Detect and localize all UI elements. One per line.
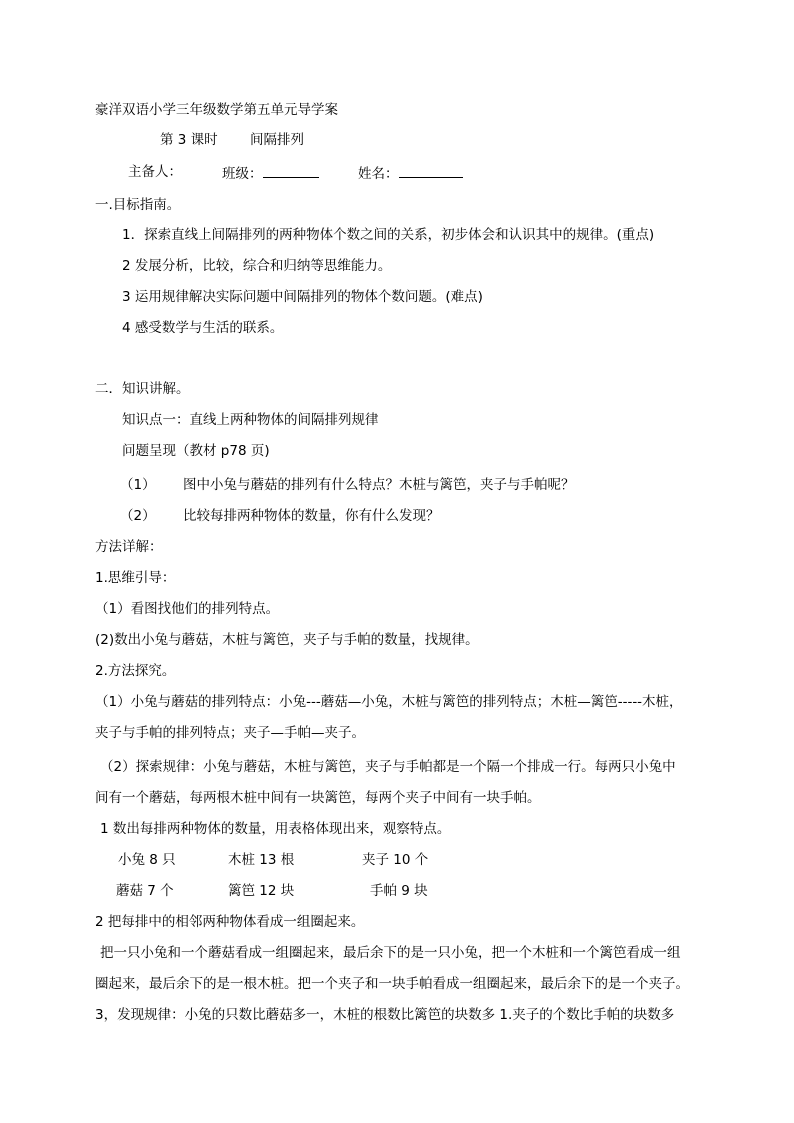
goal-item-1: 1．探索直线上间隔排列的两种物体个数之间的关系，初步体会和认识其中的规律。(重点) xyxy=(122,227,655,243)
section2-heading: 二．知识讲解。 xyxy=(95,381,190,397)
goal-item-4: 4 感受数学与生活的联系。 xyxy=(122,320,284,336)
goal-item-3: 3 运用规律解决实际问题中间隔排列的物体个数问题。(难点) xyxy=(122,289,483,305)
method-heading: 方法详解： xyxy=(95,539,163,555)
count-hanky: 手帕 9 块 xyxy=(370,883,428,899)
count-clip: 夹子 10 个 xyxy=(362,852,429,868)
step-1b: (2)数出小兔与蘑菇，木桩与篱笆，夹子与手帕的数量，找规律。 xyxy=(95,632,479,648)
question-1: 图中小兔与蘑菇的排列有什么特点？木桩与篱笆，夹子与手帕呢？ xyxy=(183,477,575,493)
question-2: 比较每排两种物体的数量，你有什么发现？ xyxy=(183,508,440,524)
step-2-heading: 2.方法探究。 xyxy=(95,663,176,679)
question-2-number: （2） xyxy=(120,508,156,524)
count-stake: 木桩 13 根 xyxy=(228,852,295,868)
class-blank[interactable] xyxy=(263,162,319,178)
name-label-text: 姓名： xyxy=(358,166,399,182)
count-fence: 篱笆 12 块 xyxy=(228,883,295,899)
document-title: 豪洋双语小学三年级数学第五单元导学案 xyxy=(95,102,338,118)
step-1-heading: 1.思维引导： xyxy=(95,570,176,586)
section1-heading: 一.目标指南。 xyxy=(95,197,181,213)
name-label xyxy=(358,162,463,184)
step-2b-line-1: （2）探索规律：小兔与蘑菇，木桩与篱笆，夹子与手帕都是一个隔一个排成一行。每两只小兔中 xyxy=(100,759,676,775)
count-rabbit: 小兔 8 只 xyxy=(118,852,176,868)
step-2a-line-2: 夹子与手帕的排列特点；夹子—手帕—夹子。 xyxy=(95,725,365,741)
name-blank[interactable] xyxy=(399,162,463,178)
class-label xyxy=(222,162,319,184)
step-2d-line-1: 把一只小兔和一个蘑菇看成一组圈起来，最后余下的是一只小兔，把一个木桩和一个篱笆看成一组 xyxy=(100,945,681,961)
step-2c: 1 数出每排两种物体的数量，用表格体现出来，观察特点。 xyxy=(100,821,451,837)
step-2d: 2 把每排中的相邻两种物体看成一组圈起来。 xyxy=(95,914,365,930)
step-2d-line-2: 圈起来，最后余下的是一根木桩。把一个夹子和一块手帕看成一组圈起来，最后余下的是一个夹子。 xyxy=(95,976,689,992)
lesson-topic: 间隔排列 xyxy=(250,132,304,148)
goal-item-2: 2 发展分析，比较，综合和归纳等思维能力。 xyxy=(122,258,392,274)
step-1a: （1）看图找他们的排列特点。 xyxy=(95,601,280,617)
preparer-label: 主备人： xyxy=(128,164,182,180)
class-label-text: 班级： xyxy=(222,166,263,182)
problem-statement: 问题呈现（教材 p78 页) xyxy=(122,443,270,459)
count-mushroom: 蘑菇 7 个 xyxy=(116,883,174,899)
step-3: 3，发现规律：小兔的只数比蘑菇多一，木桩的根数比篱笆的块数多 1.夹子的个数比手帕的块数多 xyxy=(95,1007,675,1023)
step-2b-line-2: 间有一个蘑菇，每两根木桩中间有一块篱笆，每两个夹子中间有一块手帕。 xyxy=(95,790,541,806)
question-1-number: （1） xyxy=(120,477,156,493)
step-2a-line-1: （1）小兔与蘑菇的排列特点：小兔---蘑菇—小兔，木桩与篱笆的排列特点；木桩—篱笆-----木桩， xyxy=(95,694,683,710)
lesson-number: 第 3 课时 xyxy=(160,132,218,148)
knowledge-point: 知识点一：直线上两种物体的间隔排列规律 xyxy=(122,412,379,428)
